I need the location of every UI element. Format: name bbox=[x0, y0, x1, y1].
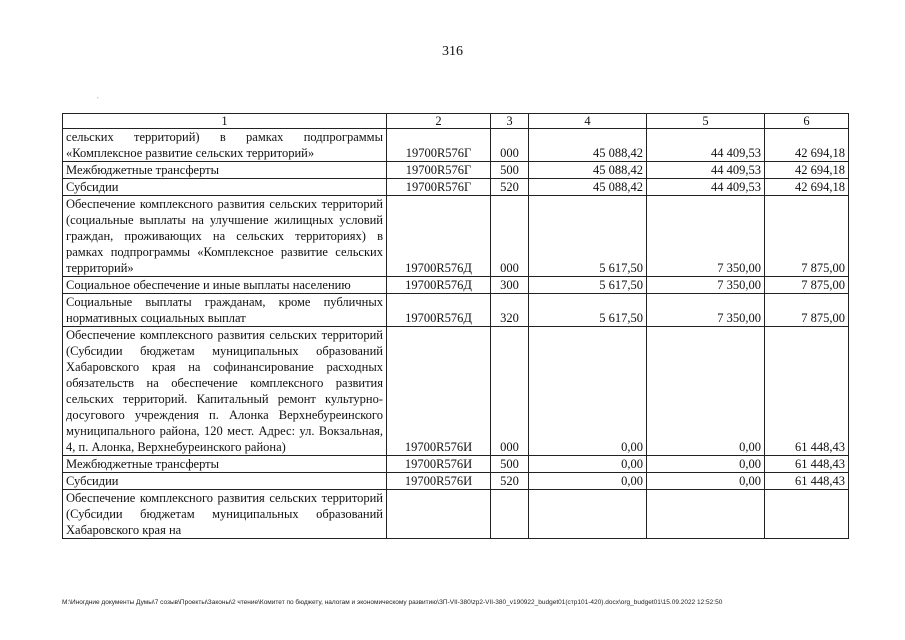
row-code-cell: 19700R576Д bbox=[387, 294, 491, 327]
row-type-cell: 000 bbox=[491, 327, 529, 456]
row-value-cell: 61 448,43 bbox=[765, 473, 849, 490]
row-code-cell: 19700R576Д bbox=[387, 277, 491, 294]
row-value-cell: 61 448,43 bbox=[765, 327, 849, 456]
table-row bbox=[63, 129, 849, 162]
row-name-cell: Обеспечение комплексного развития сельских территорий (социальные выплаты на улучшение жилищных условий граждан, проживающих на сельских территориях) в рамках подпрограммы «Комплексное развитие сельских территорий» bbox=[63, 196, 387, 277]
scan-mark: , bbox=[97, 92, 99, 100]
row-value-cell: 0,00 bbox=[529, 456, 647, 473]
row-value-cell: 7 875,00 bbox=[765, 294, 849, 327]
column-header: 1 bbox=[63, 114, 387, 129]
row-value-cell: 44 409,53 bbox=[647, 162, 765, 179]
row-value-cell: 44 409,53 bbox=[647, 179, 765, 196]
row-value-cell: 42 694,18 bbox=[765, 162, 849, 179]
table-row bbox=[63, 490, 849, 539]
row-value-cell: 5 617,50 bbox=[529, 196, 647, 277]
table-row bbox=[63, 196, 849, 277]
row-code-cell bbox=[387, 490, 491, 539]
table-row bbox=[63, 327, 849, 456]
row-name-cell: сельских территорий) в рамках подпрограммы «Комплексное развитие сельских территорий» bbox=[63, 129, 387, 162]
table-header-row bbox=[63, 114, 849, 129]
row-code-cell: 19700R576И bbox=[387, 456, 491, 473]
row-value-cell: 44 409,53 bbox=[647, 129, 765, 162]
row-name-cell: Обеспечение комплексного развития сельских территорий (Субсидии бюджетам муниципальных образований Хабаровского края на bbox=[63, 490, 387, 539]
row-value-cell: 42 694,18 bbox=[765, 179, 849, 196]
row-value-cell: 42 694,18 bbox=[765, 129, 849, 162]
row-value-cell: 5 617,50 bbox=[529, 294, 647, 327]
row-value-cell bbox=[765, 490, 849, 539]
column-header: 4 bbox=[529, 114, 647, 129]
table-row bbox=[63, 294, 849, 327]
row-value-cell: 0,00 bbox=[647, 456, 765, 473]
row-value-cell: 7 350,00 bbox=[647, 196, 765, 277]
row-name-cell: Субсидии bbox=[63, 179, 387, 196]
row-name-cell: Межбюджетные трансферты bbox=[63, 456, 387, 473]
row-name-cell: Обеспечение комплексного развития сельских территорий (Субсидии бюджетам муниципальных образований Хабаровского края на софинансирование расходных обязательств на обеспечение комплексного развития сельских территорий. Капитальный ремонт культурно-досугового учреждения п. Алонка Верхнебуреинского муниципального района, 120 мест. Адрес: ул. Вокзальная, 4, п. Алонка, Верхнебуреинского района) bbox=[63, 327, 387, 456]
row-type-cell bbox=[491, 490, 529, 539]
row-value-cell: 0,00 bbox=[529, 473, 647, 490]
row-type-cell: 000 bbox=[491, 129, 529, 162]
table-row bbox=[63, 473, 849, 490]
row-value-cell: 61 448,43 bbox=[765, 456, 849, 473]
row-name-cell: Социальное обеспечение и иные выплаты населению bbox=[63, 277, 387, 294]
row-code-cell: 19700R576Г bbox=[387, 129, 491, 162]
table-row bbox=[63, 162, 849, 179]
column-header: 5 bbox=[647, 114, 765, 129]
row-value-cell: 45 088,42 bbox=[529, 179, 647, 196]
page-number: 316 bbox=[442, 44, 463, 59]
row-name-cell: Межбюджетные трансферты bbox=[63, 162, 387, 179]
table-row bbox=[63, 277, 849, 294]
file-path-footer: M:\Иногдние документы Думы\7 созыв\Проекты\Законы\2 чтение\Комитет по бюджету, налогам и экономическому развитию\ЗП-VII-380\zp2-VII-380_v190922_budget01(стр101-420).docx\org_budget01\15.09.2022 12:52:50 bbox=[62, 599, 723, 606]
row-type-cell: 520 bbox=[491, 473, 529, 490]
row-value-cell: 0,00 bbox=[647, 327, 765, 456]
row-value-cell: 45 088,42 bbox=[529, 129, 647, 162]
row-value-cell: 0,00 bbox=[529, 327, 647, 456]
row-code-cell: 19700R576Г bbox=[387, 162, 491, 179]
row-value-cell: 7 350,00 bbox=[647, 277, 765, 294]
row-name-cell: Социальные выплаты гражданам, кроме публичных нормативных социальных выплат bbox=[63, 294, 387, 327]
row-type-cell: 300 bbox=[491, 277, 529, 294]
row-type-cell: 500 bbox=[491, 456, 529, 473]
row-value-cell: 45 088,42 bbox=[529, 162, 647, 179]
column-header: 3 bbox=[491, 114, 529, 129]
table-row bbox=[63, 456, 849, 473]
table-row bbox=[63, 179, 849, 196]
row-value-cell bbox=[647, 490, 765, 539]
row-name-cell: Субсидии bbox=[63, 473, 387, 490]
row-code-cell: 19700R576И bbox=[387, 473, 491, 490]
column-header: 6 bbox=[765, 114, 849, 129]
row-value-cell: 7 875,00 bbox=[765, 277, 849, 294]
row-code-cell: 19700R576Д bbox=[387, 196, 491, 277]
row-value-cell: 7 350,00 bbox=[647, 294, 765, 327]
budget-table bbox=[62, 113, 849, 539]
row-value-cell: 0,00 bbox=[647, 473, 765, 490]
row-value-cell bbox=[529, 490, 647, 539]
row-type-cell: 000 bbox=[491, 196, 529, 277]
row-value-cell: 5 617,50 bbox=[529, 277, 647, 294]
row-value-cell: 7 875,00 bbox=[765, 196, 849, 277]
row-code-cell: 19700R576Г bbox=[387, 179, 491, 196]
column-header: 2 bbox=[387, 114, 491, 129]
row-type-cell: 320 bbox=[491, 294, 529, 327]
row-type-cell: 500 bbox=[491, 162, 529, 179]
row-code-cell: 19700R576И bbox=[387, 327, 491, 456]
row-type-cell: 520 bbox=[491, 179, 529, 196]
